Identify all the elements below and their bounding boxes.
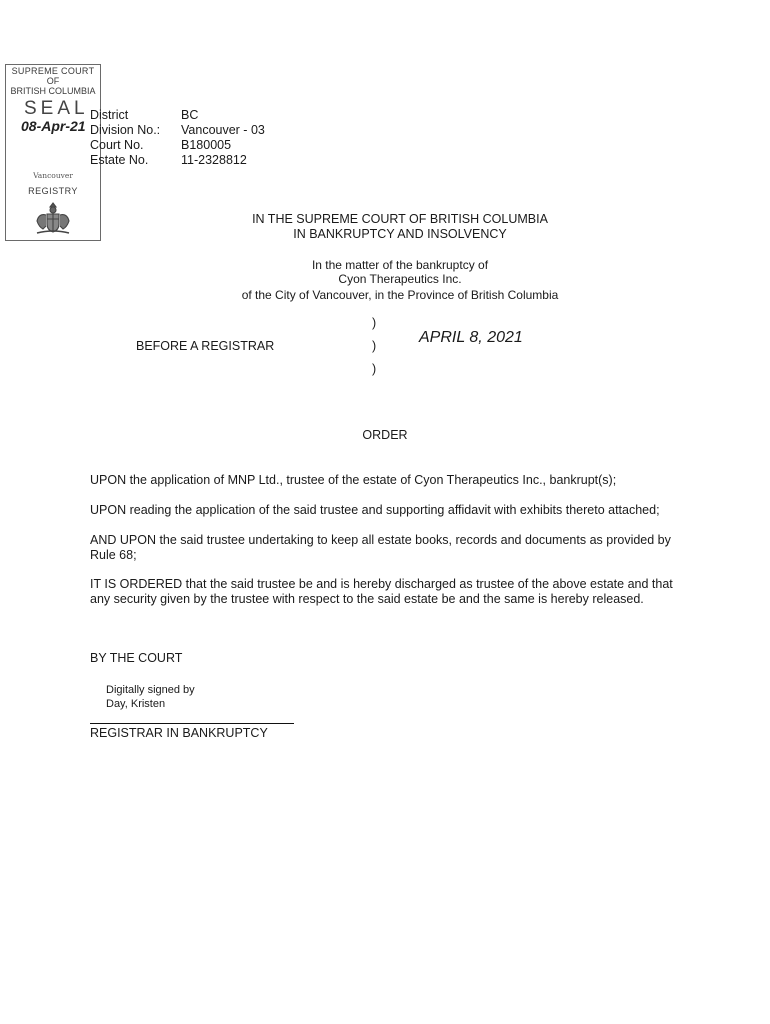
seal-word: SEAL	[24, 98, 89, 119]
court-heading: IN THE SUPREME COURT OF BRITISH COLUMBIA	[252, 212, 548, 226]
division-value: Vancouver - 03	[181, 123, 265, 137]
seal-line-2: OF	[46, 76, 60, 86]
district-value: BC	[181, 108, 199, 122]
seal-line-1: SUPREME COURT	[11, 66, 95, 76]
paragraph-reading: UPON reading the application of the said trustee and supporting affidavit with exhibits thereto attached;	[90, 503, 660, 517]
paragraph-ordered: IT IS ORDERED that the said trustee be and is hereby discharged as trustee of the above estate and that any security given by the trustee with respect to the said estate be and the same is hereby released.	[90, 577, 673, 606]
bracket-2: )	[372, 339, 377, 353]
order-date: APRIL 8, 2021	[419, 329, 523, 346]
digital-signature-line-1: Digitally signed by	[106, 684, 195, 696]
digital-signature-line-2: Day, Kristen	[106, 698, 166, 710]
district-label: District	[90, 108, 129, 122]
by-the-court: BY THE COURT	[90, 651, 183, 665]
registrar-title: REGISTRAR IN BANKRUPTCY	[90, 726, 268, 740]
seal-line-3: BRITISH COLUMBIA	[10, 86, 96, 96]
order-title: ORDER	[362, 428, 408, 442]
signature-line	[90, 723, 294, 724]
bracket-1: )	[372, 316, 377, 330]
matter-line-3: of the City of Vancouver, in the Province of British Columbia	[241, 288, 559, 302]
seal-date: 08-Apr-21	[21, 118, 86, 134]
seal-registry: REGISTRY	[28, 186, 78, 196]
estate-no-label: Estate No.	[90, 153, 149, 167]
paragraph-application: UPON the application of MNP Ltd., trustee of the estate of Cyon Therapeutics Inc., bankrupt(s);	[90, 473, 617, 487]
seal-location: Vancouver	[33, 171, 73, 180]
bracket-3: )	[372, 362, 377, 376]
division-label: Division No.:	[90, 123, 161, 137]
matter-line-1: In the matter of the bankruptcy of	[311, 258, 489, 272]
estate-no-value: 11-2328812	[181, 153, 247, 167]
court-no-value: B180005	[181, 138, 232, 152]
court-no-label: Court No.	[90, 138, 144, 152]
court-subheading: IN BANKRUPTCY AND INSOLVENCY	[293, 227, 507, 241]
paragraph-undertaking: AND UPON the said trustee undertaking to keep all estate books, records and documents as provided by Rule 68;	[90, 533, 671, 562]
matter-line-2: Cyon Therapeutics Inc.	[338, 272, 462, 286]
before-registrar: BEFORE A REGISTRAR	[136, 339, 275, 353]
